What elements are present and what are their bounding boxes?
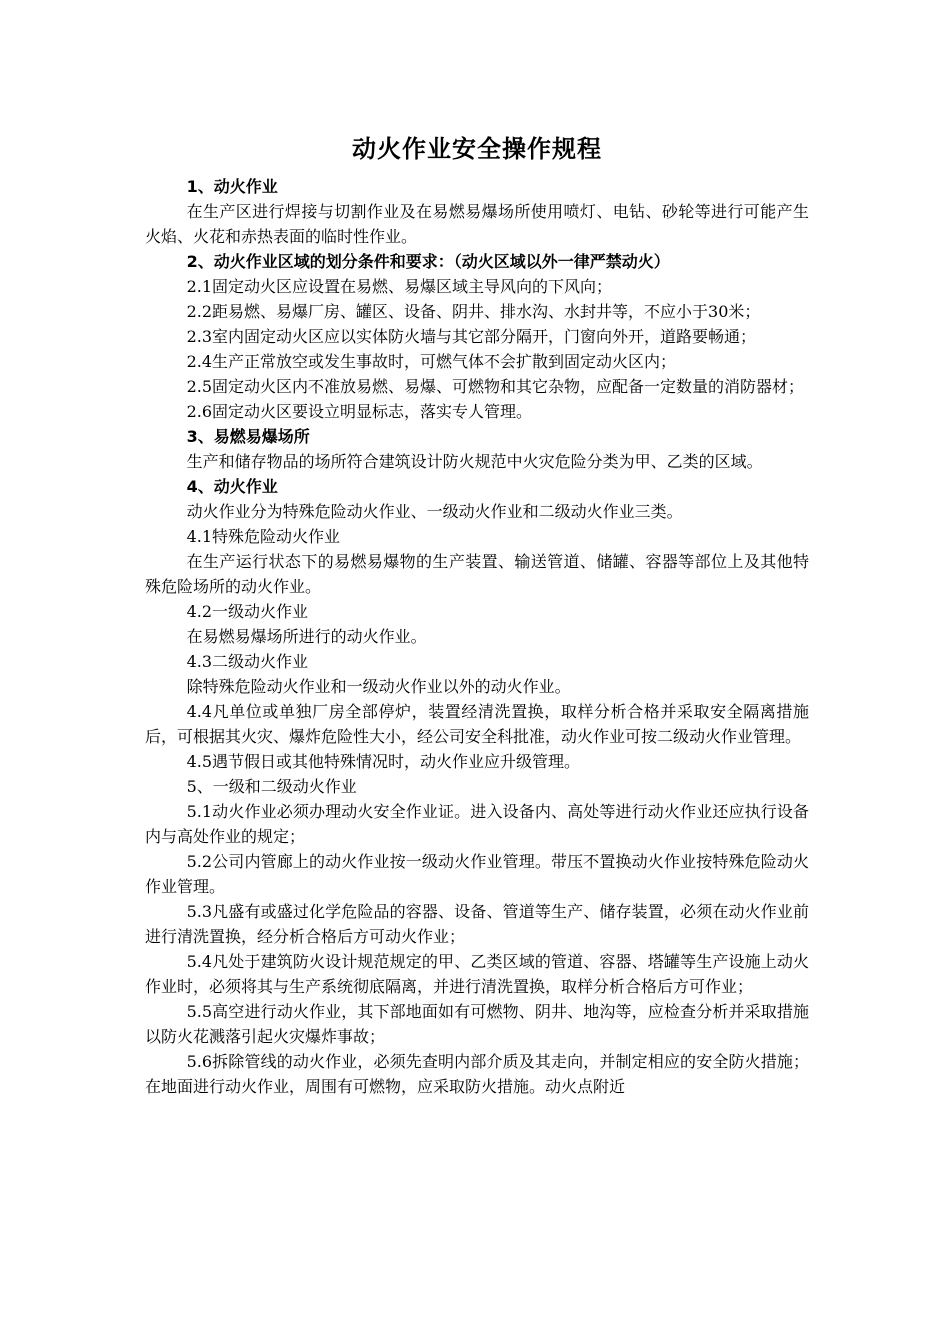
document-title: 动火作业安全操作规程: [352, 135, 602, 163]
body-paragraph: 2.2距易燃、易爆厂房、罐区、设备、阴井、排水沟、水封井等，不应小于30米；: [186, 302, 761, 321]
body-paragraph: 5.1动火作业必须办理动火安全作业证。进入设备内、高处等进行动火作业还应执行设备内与高处作业的规定；: [145, 802, 809, 846]
body-paragraph: 2.6固定动火区要设立明显标志，落实专人管理。: [186, 402, 533, 421]
body-paragraph: 除特殊危险动火作业和一级动火作业以外的动火作业。: [186, 677, 571, 696]
section-heading: 3、易燃易爆场所: [186, 427, 310, 446]
body-paragraph: 5.6拆除管线的动火作业，必须先查明内部介质及其走向，并制定相应的安全防火措施；在地面进行动火作业，周围有可燃物，应采取防火措施。动火点附近: [145, 1052, 809, 1096]
document-body: [145, 174, 809, 1099]
body-paragraph: 5.3凡盛有或盛过化学危险品的容器、设备、管道等生产、储存装置，必须在动火作业前进行清洗置换，经分析合格后方可动火作业；: [145, 902, 809, 946]
body-paragraph: 在生产运行状态下的易燃易爆物的生产装置、输送管道、储罐、容器等部位上及其他特殊危险场所的动火作业。: [145, 552, 809, 596]
body-paragraph: 4.4凡单位或单独厂房全部停炉，装置经清洗置换，取样分析合格并采取安全隔离措施后，可根据其火灾、爆炸危险性大小，经公司安全科批准，动火作业可按二级动火作业管理。: [145, 702, 809, 746]
body-paragraph: 生产和储存物品的场所符合建筑设计防火规范中火灾危险分类为甲、乙类的区域。: [186, 452, 763, 471]
body-paragraph: 在生产区进行焊接与切割作业及在易燃易爆场所使用喷灯、电钻、砂轮等进行可能产生火焰、火花和赤热表面的临时性作业。: [145, 202, 809, 246]
body-paragraph: 在易燃易爆场所进行的动火作业。: [186, 627, 427, 646]
body-paragraph: 4.3二级动火作业: [186, 652, 309, 671]
body-paragraph: 4.2一级动火作业: [186, 602, 309, 621]
body-paragraph: 4.1特殊危险动火作业: [186, 527, 341, 546]
body-paragraph: 5、一级和二级动火作业: [186, 777, 357, 796]
body-paragraph: 5.2公司内管廊上的动火作业按一级动火作业管理。带压不置换动火作业按特殊危险动火作业管理。: [145, 852, 809, 896]
section-heading: 4、动火作业: [186, 477, 278, 496]
body-paragraph: 动火作业分为特殊危险动火作业、一级动火作业和二级动火作业三类。: [186, 502, 683, 521]
body-paragraph: 2.5固定动火区内不准放易燃、易爆、可燃物和其它杂物，应配备一定数量的消防器材；: [186, 377, 805, 396]
body-paragraph: 4.5遇节假日或其他特殊情况时，动火作业应升级管理。: [186, 752, 581, 771]
body-paragraph: 5.5高空进行动火作业，其下部地面如有可燃物、阴井、地沟等，应检查分析并采取措施以防火花溅落引起火灾爆炸事故；: [145, 1002, 809, 1046]
body-paragraph: 2.4生产正常放空或发生事故时，可燃气体不会扩散到固定动火区内；: [186, 352, 677, 371]
body-paragraph: 2.3室内固定动火区应以实体防火墙与其它部分隔开，门窗向外开，道路要畅通；: [186, 327, 757, 346]
section-heading: 1、动火作业: [186, 177, 278, 196]
body-paragraph: 2.1固定动火区应设置在易燃、易爆区域主导风向的下风向；: [186, 277, 613, 296]
body-paragraph: 5.4凡处于建筑防火设计规范规定的甲、乙类区域的管道、容器、塔罐等生产设施上动火作业时，必须将其与生产系统彻底隔离，并进行清洗置换，取样分析合格后方可作业；: [145, 952, 809, 996]
section-heading: 2、动火作业区域的划分条件和要求：（动火区域以外一律严禁动火）: [186, 252, 670, 271]
document-page: [145, 132, 809, 1099]
